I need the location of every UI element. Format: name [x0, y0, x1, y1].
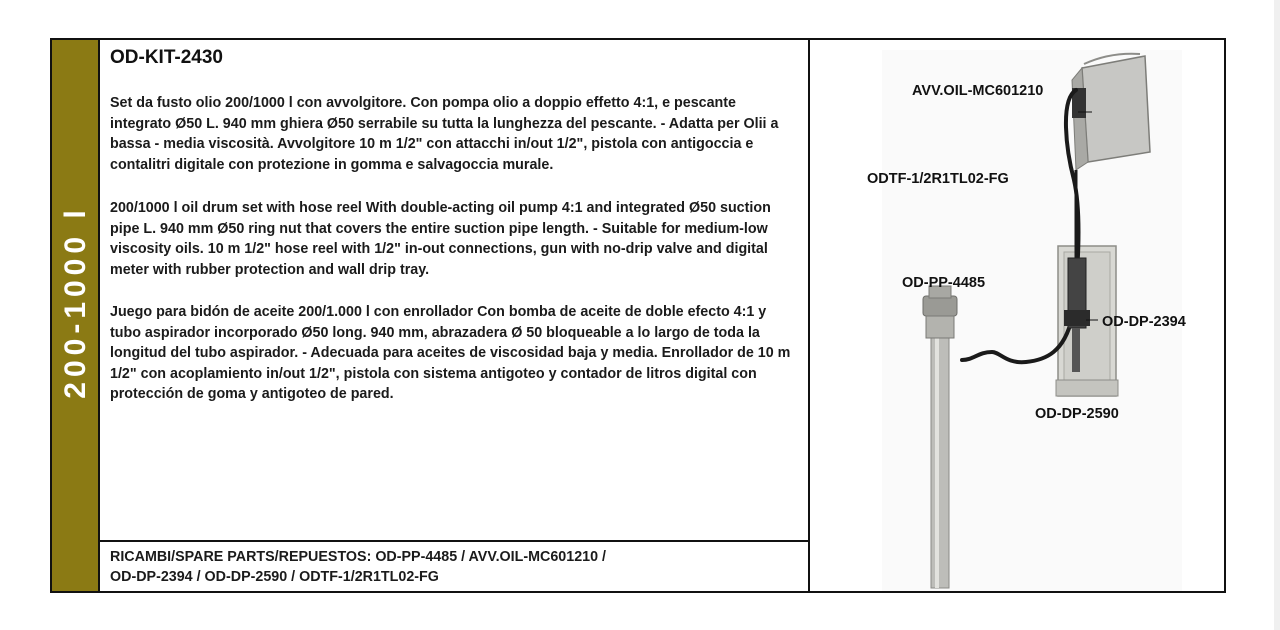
product-illustration	[810, 40, 1224, 591]
description-italian: Set da fusto olio 200/1000 l con avvolgitore. Con pompa olio a doppio effetto 4:1, e pescante integrato Ø50 L. 940 mm ghiera Ø50 serrabile su tutta la lunghezza del pescante. - Adatta per Olii a bassa - media viscosità. Avvolgitore 10 m 1/2" con attacchi in/out 1/2", pistola con antigoccia e contalitri digitale con protezione in gomma e salvagoccia murale.	[110, 95, 779, 173]
product-image-panel	[810, 40, 1224, 591]
hose-label: ODTF-1/2R1TL02-FG	[867, 171, 1009, 187]
gun-label: OD-DP-2394	[1102, 314, 1186, 330]
spare-parts-line-2: OD-DP-2394 / OD-DP-2590 / ODTF-1/2R1TL02-FG	[110, 568, 439, 585]
description-column	[100, 40, 810, 591]
spare-parts-box	[100, 540, 808, 591]
capacity-sidebar	[52, 40, 100, 591]
product-code: OD-KIT-2430	[110, 47, 223, 68]
capacity-range-label: 200-1000 l	[59, 205, 92, 399]
product-sheet	[50, 38, 1226, 593]
description-spanish: Juego para bidón de aceite 200/1.000 l con enrollador Con bomba de aceite de doble efecto 4:1 y tubo aspirador incorporado Ø50 long. 940 mm, abrazadera Ø 50 bloqueable a lo largo de toda la longitud del tubo aspirador. - Adecuada para aceites de viscosidad baja y media. Enrollador de 10 m 1/2" con acoplamiento in/out 1/2", pistola con sistema antigoteo y contador de litros digital con protección de goma y antigoteo de pared.	[110, 304, 791, 402]
hose-reel-label: AVV.OIL-MC601210	[912, 83, 1044, 99]
spare-parts-list	[110, 548, 710, 587]
drip-tray-label: OD-DP-2590	[1035, 406, 1119, 422]
description-english: 200/1000 l oil drum set with hose reel With double-acting oil pump 4:1 and integrated Ø50 suction pipe L. 940 mm Ø50 ring nut that covers the entire suction pipe length. - Suitable for medium-low viscosity oils. 10 m 1/2" hose reel with 1/2" in-out connections, gun with no-drip valve and digital meter with rubber protection and wall drip tray.	[110, 200, 771, 278]
page-scrollbar[interactable]	[1274, 0, 1280, 630]
spare-parts-line-1: RICAMBI/SPARE PARTS/REPUESTOS: OD-PP-4485 / AVV.OIL-MC601210 /	[110, 549, 607, 565]
pump-label: OD-PP-4485	[902, 275, 986, 291]
